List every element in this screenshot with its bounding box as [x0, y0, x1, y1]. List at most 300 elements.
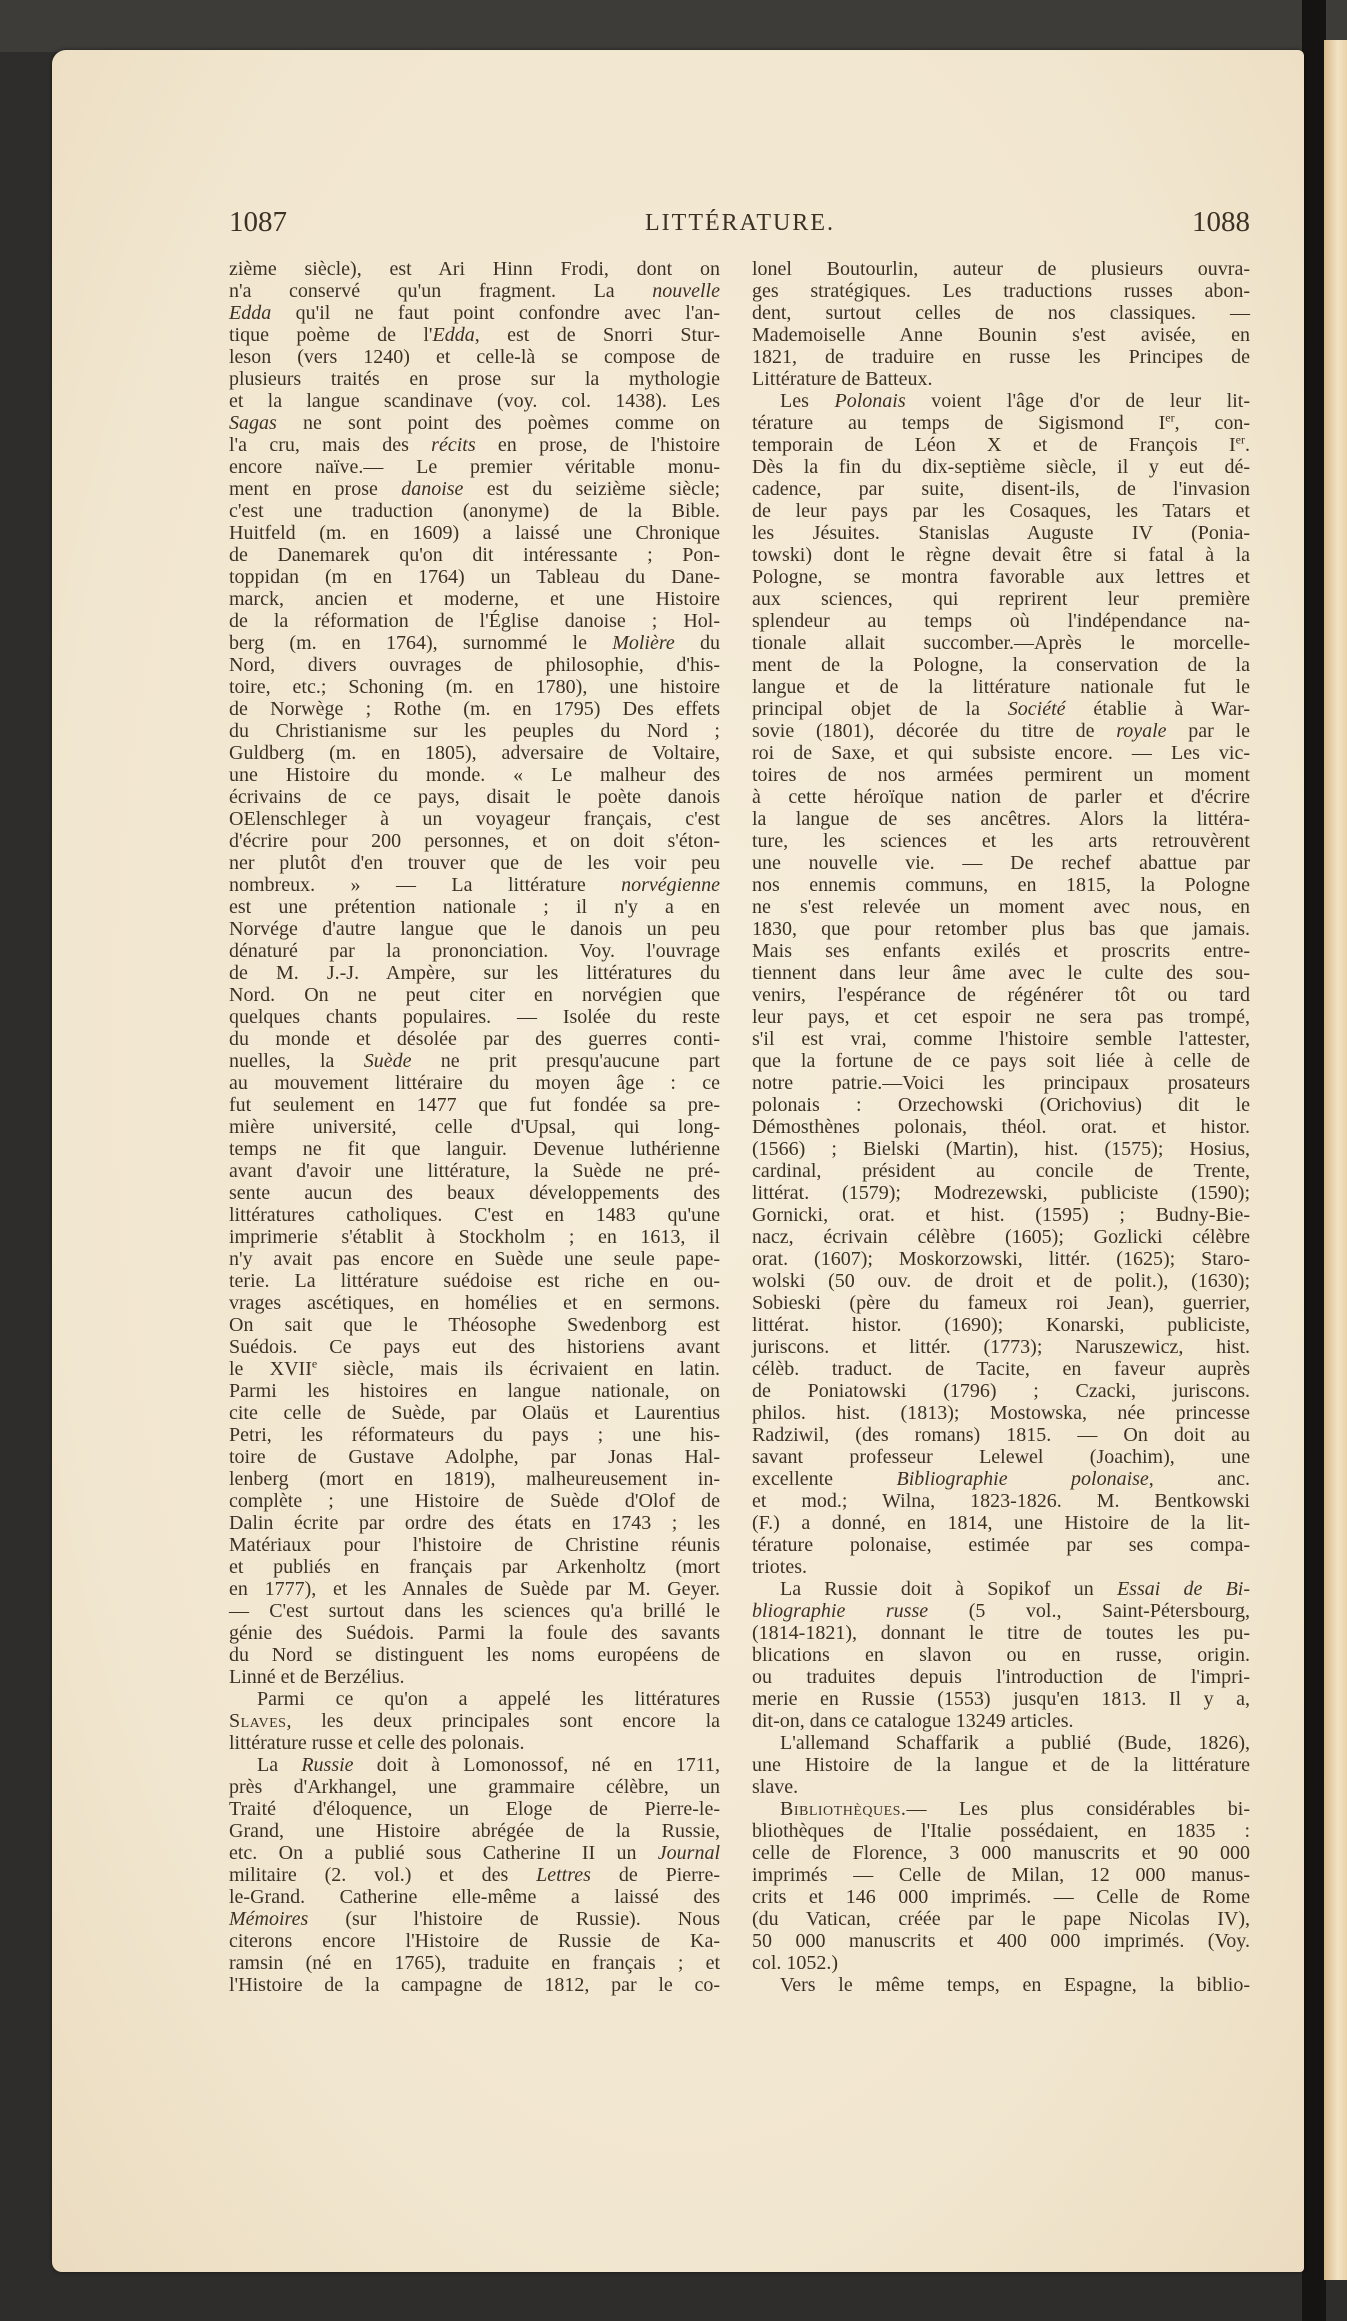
text-line: [229, 1160, 720, 1182]
text-line: [752, 1006, 1250, 1028]
text-run: du Nord se distinguent les noms européens de: [229, 1644, 720, 1666]
text-line: [229, 1182, 720, 1204]
text-line: [229, 896, 720, 918]
text-line: [229, 1534, 720, 1556]
text-line: [752, 588, 1250, 610]
text-line: [752, 1512, 1250, 1534]
text-line: [229, 522, 720, 544]
text-run: , anc.: [1148, 1468, 1250, 1490]
text-line: [229, 456, 720, 478]
paragraph: [229, 1754, 720, 1996]
text-line: [229, 654, 720, 676]
text-line: [229, 786, 720, 808]
text-line: [752, 1534, 1250, 1556]
text-run: tionale allait succomber.—Après le morcelle-: [752, 632, 1250, 654]
text-run: Sobieski (père du fameux roi Jean), guerrier,: [752, 1292, 1250, 1314]
text-line: [229, 412, 720, 434]
text-line: [229, 390, 720, 412]
paragraph: [229, 258, 720, 1688]
text-run: une Histoire du monde. « Le malheur des: [229, 764, 720, 786]
text-run: et publiés en français par Arkenholtz (mort: [229, 1556, 720, 1578]
text-line: [752, 984, 1250, 1006]
text-run: ture, les sciences et les arts retrouvèrent: [752, 830, 1250, 852]
text-line: [229, 1446, 720, 1468]
text-run: col. 1052.): [752, 1952, 839, 1974]
text-run: lonel Boutourlin, auteur de plusieurs ouvra-: [752, 258, 1250, 280]
text-line: [752, 1182, 1250, 1204]
text-run: siècle, mais ils écrivaient en latin.: [317, 1358, 721, 1380]
text-run: littérat. (1579); Modrezewski, publiciste (1590);: [752, 1182, 1250, 1204]
text-line: [752, 544, 1250, 566]
text-line: [752, 302, 1250, 324]
text-line: [229, 346, 720, 368]
text-line: [229, 874, 720, 896]
text-run: toire, etc.; Schoning (m. en 1780), une histoire: [229, 676, 720, 698]
text-run: de Danemarek qu'on dit intéressante ; Pon-: [229, 544, 720, 566]
text-run: avant d'avoir une littérature, la Suède ne pré-: [229, 1160, 720, 1182]
text-run: nuelles, la: [229, 1050, 364, 1072]
text-line: [229, 434, 720, 456]
text-run: de M. J.-J. Ampère, sur les littératures du: [229, 962, 720, 984]
text-line: [229, 1402, 720, 1424]
text-line: [752, 962, 1250, 984]
text-run: — Les plus considérables bi-: [906, 1798, 1250, 1820]
superscript: e: [311, 1356, 318, 1371]
text-run: orat. (1607); Moskorzowski, littér. (1625); Staro-: [752, 1248, 1250, 1270]
text-run: Vers le même temps, en Espagne, la biblio-: [780, 1974, 1250, 1996]
italic-text: Sagas: [229, 412, 277, 434]
text-run: bliothèques de l'Italie possédaient, en 1835 :: [752, 1820, 1250, 1842]
text-line: [752, 1556, 1250, 1578]
text-line: [229, 1666, 720, 1688]
text-run: du Christianisme sur les peuples du Nord ;: [229, 720, 720, 742]
text-run: Suédois. Ce pays eut des historiens avant: [229, 1336, 720, 1358]
text-line: [229, 1688, 720, 1710]
text-line: [229, 1490, 720, 1512]
text-line: [752, 874, 1250, 896]
text-line: [229, 940, 720, 962]
text-run: ramsin (né en 1765), traduite en français ; et: [229, 1952, 720, 1974]
text-line: [229, 588, 720, 610]
text-run: et la langue scandinave (voy. col. 1438). Les: [229, 390, 720, 412]
text-line: [229, 1556, 720, 1578]
text-line: [752, 1468, 1250, 1490]
page-number-left: 1087: [229, 206, 287, 238]
italic-text: Mémoires: [229, 1908, 309, 1930]
text-line: [229, 1138, 720, 1160]
text-run: imprimés — Celle de Milan, 12 000 manus-: [752, 1864, 1250, 1886]
text-line: [229, 1930, 720, 1952]
text-run: littératures catholiques. C'est en 1483 qu'une: [229, 1204, 720, 1226]
text-run: qu'il ne faut point confondre avec l'an-: [271, 302, 720, 324]
text-line: [752, 1842, 1250, 1864]
text-run: tiennent dans leur âme avec le culte des sou-: [752, 962, 1250, 984]
text-run: Mais ses enfants exilés et proscrits entre-: [752, 940, 1250, 962]
text-run: doit à Lomonossof, né en 1711,: [353, 1754, 720, 1776]
text-run: toires de nos armées permirent un moment: [752, 764, 1250, 786]
text-run: s'il est vrai, comme l'histoire semble l'attester,: [752, 1028, 1250, 1050]
text-run: 50 000 manuscrits et 400 000 imprimés. (Voy.: [752, 1930, 1250, 1952]
text-run: Parmi les histoires en langue nationale, on: [229, 1380, 720, 1402]
text-run: Nord. On ne peut citer en norvégien que: [229, 984, 720, 1006]
text-line: [229, 1600, 720, 1622]
text-line: [752, 1732, 1250, 1754]
text-line: [752, 1028, 1250, 1050]
text-line: [229, 1644, 720, 1666]
text-run: (sur l'histoire de Russie). Nous: [308, 1908, 720, 1930]
text-line: [752, 896, 1250, 918]
text-run: de leur pays par les Cosaques, les Tatars et: [752, 500, 1250, 522]
text-line: [229, 478, 720, 500]
text-line: [229, 830, 720, 852]
text-run: ne sont point des poèmes comme on: [276, 412, 720, 434]
text-run: c'est une traduction (anonyme) de la Bible.: [229, 500, 720, 522]
text-run: du: [674, 632, 721, 654]
text-line: [752, 1820, 1250, 1842]
text-run: toire de Gustave Adolphe, par Jonas Hal-: [229, 1446, 720, 1468]
text-line: [229, 676, 720, 698]
text-run: cardinal, président au concile de Trente,: [752, 1160, 1250, 1182]
text-line: [229, 1732, 720, 1754]
text-line: [752, 1138, 1250, 1160]
text-run: au mouvement littéraire du moyen âge : ce: [229, 1072, 720, 1094]
text-line: [752, 368, 1250, 390]
text-run: encore naïve.— Le premier véritable monu-: [229, 456, 720, 478]
text-run: Dès la fin du dix-septième siècle, il y eut dé-: [752, 456, 1250, 478]
text-run: sente aucun des beaux développements des: [229, 1182, 720, 1204]
text-run: venirs, l'espérance de régénérer tôt ou tard: [752, 984, 1250, 1006]
text-line: [229, 1798, 720, 1820]
text-run: notre patrie.—Voici les principaux prosateurs: [752, 1072, 1250, 1094]
paragraph: [752, 390, 1250, 1578]
text-line: [229, 1028, 720, 1050]
paragraph: [752, 258, 1250, 390]
text-run: towski) dont le règne devait être si fatal à la: [752, 544, 1250, 566]
italic-text: nouvelle: [652, 280, 720, 302]
text-line: [752, 1248, 1250, 1270]
text-line: [752, 1490, 1250, 1512]
text-line: [752, 1666, 1250, 1688]
text-run: nombreux. » — La littérature: [229, 874, 622, 896]
text-run: que la fortune de ce pays soit liée à celle de: [752, 1050, 1250, 1072]
text-run: n'y avait pas encore en Suède une seule pape-: [229, 1248, 720, 1270]
text-run: mière université, celle d'Upsal, qui long-: [229, 1116, 720, 1138]
text-line: [752, 720, 1250, 742]
text-run: ges stratégiques. Les traductions russes abon-: [752, 280, 1250, 302]
text-line: [752, 258, 1250, 280]
text-line: [229, 1072, 720, 1094]
text-line: [752, 500, 1250, 522]
text-line: [752, 412, 1250, 434]
italic-text: Lettres: [536, 1864, 591, 1886]
text-run: (F.) a donné, en 1814, une Histoire de la lit-: [752, 1512, 1250, 1534]
text-line: [752, 698, 1250, 720]
text-line: [752, 1116, 1250, 1138]
text-run: Huitfeld (m. en 1609) a laissé une Chronique: [229, 522, 720, 544]
text-line: [229, 1248, 720, 1270]
text-run: écrivains de ce pays, disait le poète danois: [229, 786, 720, 808]
text-run: (1566) ; Bielski (Martin), hist. (1575); Hosius,: [752, 1138, 1250, 1160]
text-line: [229, 280, 720, 302]
text-run: excellente: [752, 1468, 897, 1490]
text-line: [752, 830, 1250, 852]
small-caps-text: Bibliothèques.: [780, 1798, 907, 1820]
text-run: roi de Saxe, et qui subsiste encore. — Les vic-: [752, 742, 1250, 764]
text-run: merie en Russie (1553) jusqu'en 1813. Il y a,: [752, 1688, 1250, 1710]
text-run: leur pays, et cet espoir ne sera pas trompé,: [752, 1006, 1250, 1028]
text-line: [752, 456, 1250, 478]
text-line: [752, 852, 1250, 874]
text-run: Norvége d'autre langue que le danois un peu: [229, 918, 720, 940]
text-line: [229, 1204, 720, 1226]
paragraph: [229, 1688, 720, 1754]
text-line: [752, 280, 1250, 302]
superscript: er: [1235, 432, 1245, 447]
text-run: terie. La littérature suédoise est riche en ou-: [229, 1270, 720, 1292]
text-line: [752, 764, 1250, 786]
text-line: [752, 1314, 1250, 1336]
text-line: [752, 676, 1250, 698]
text-run: fut seulement en 1477 que fut fondée sa pre-: [229, 1094, 720, 1116]
text-run: de Poniatowski (1796) ; Czacki, juriscons.: [752, 1380, 1250, 1402]
text-line: [229, 720, 720, 742]
text-line: [229, 610, 720, 632]
italic-text: récits: [431, 434, 476, 456]
text-run: cadence, par suite, disent-ils, de l'invasion: [752, 478, 1250, 500]
text-run: , les deux principales sont encore la: [286, 1710, 720, 1732]
text-run: ment de la Pologne, la conservation de la: [752, 654, 1250, 676]
text-run: Linné et de Berzélius.: [229, 1666, 405, 1688]
text-run: , est de Snorri Stur-: [474, 324, 720, 346]
text-run: 1830, que pour retomber plus bas que jamais.: [752, 918, 1250, 940]
text-line: [229, 1050, 720, 1072]
italic-text: Journal: [657, 1842, 720, 1864]
text-run: ne prit presqu'aucune part: [411, 1050, 720, 1072]
text-line: [229, 852, 720, 874]
text-line: [752, 1864, 1250, 1886]
text-run: juriscons. et littér. (1773); Naruszewicz, hist.: [752, 1336, 1250, 1358]
text-run: imprimerie s'établit à Stockholm ; en 1613, il: [229, 1226, 720, 1248]
text-line: [752, 1072, 1250, 1094]
text-line: [752, 1204, 1250, 1226]
text-line: [229, 1292, 720, 1314]
italic-text: norvégienne: [621, 874, 720, 896]
text-line: [229, 544, 720, 566]
text-run: n'a conservé qu'un fragment. La: [229, 280, 653, 302]
text-run: citerons encore l'Histoire de Russie de Ka-: [229, 1930, 720, 1952]
text-run: blications en slavon ou en russe, origin.: [752, 1644, 1250, 1666]
text-line: [752, 610, 1250, 632]
text-run: une Histoire de la langue et de la littérature: [752, 1754, 1250, 1776]
text-run: une nouvelle vie. — De rechef abattue par: [752, 852, 1250, 874]
left-column: [229, 258, 720, 1996]
text-run: Radziwil, (des romans) 1815. — On doit au: [752, 1424, 1250, 1446]
text-run: à cette héroïque nation de parler et d'écrire: [752, 786, 1250, 808]
text-run: (1814-1821), donnant le titre de toutes les pu-: [752, 1622, 1250, 1644]
text-run: Nord, divers ouvrages de philosophie, d'his-: [229, 654, 720, 676]
italic-text: bliographie russe: [752, 1600, 929, 1622]
text-line: [229, 1512, 720, 1534]
text-line: [752, 324, 1250, 346]
text-run: dénaturé par la prononciation. Voy. l'ouvrage: [229, 940, 720, 962]
text-line: [752, 1380, 1250, 1402]
text-line: [752, 654, 1250, 676]
text-run: Littérature de Batteux.: [752, 368, 933, 390]
text-run: La: [257, 1754, 302, 1776]
text-line: [229, 918, 720, 940]
text-line: [229, 1710, 720, 1732]
text-run: de Norwège ; Rothe (m. en 1795) Des effets: [229, 698, 720, 720]
italic-text: Suède: [363, 1050, 412, 1072]
text-run: marck, ancien et moderne, et une Histoire: [229, 588, 720, 610]
italic-text: Essai de Bi-: [1116, 1578, 1250, 1600]
text-line: [229, 1006, 720, 1028]
text-run: polonais : Orzechowski (Orichovius) dit le: [752, 1094, 1250, 1116]
text-run: Parmi ce qu'on a appelé les littératures: [257, 1688, 720, 1710]
text-line: [752, 1776, 1250, 1798]
text-run: splendeur au temps où l'indépendance na-: [752, 610, 1250, 632]
text-run: littérature russe et celle des polonais.: [229, 1732, 525, 1754]
text-line: [229, 1270, 720, 1292]
text-line: [229, 1380, 720, 1402]
text-line: [752, 1160, 1250, 1182]
text-run: est une prétention nationale ; il n'y a en: [229, 896, 720, 918]
text-run: par le: [1166, 720, 1250, 742]
text-line: [229, 1952, 720, 1974]
text-run: térature au temps de Sigismond I: [752, 412, 1166, 434]
text-run: ment en prose: [229, 478, 402, 500]
text-run: près d'Arkhangel, une grammaire célèbre, un: [229, 1776, 720, 1798]
text-line: [229, 500, 720, 522]
italic-text: Edda: [432, 324, 475, 346]
paragraph: [752, 1732, 1250, 1798]
text-run: Démosthènes polonais, théol. orat. et histor.: [752, 1116, 1250, 1138]
text-run: complète ; une Histoire de Suède d'Olof de: [229, 1490, 720, 1512]
text-run: savant professeur Lelewel (Joachim), une: [752, 1446, 1250, 1468]
text-run: cite celle de Suède, par Olaüs et Laurentius: [229, 1402, 720, 1424]
text-run: , con-: [1174, 412, 1250, 434]
text-run: lenberg (mort en 1819), malheureusement in-: [229, 1468, 720, 1490]
text-line: [752, 918, 1250, 940]
text-line: [229, 1094, 720, 1116]
text-line: [752, 1424, 1250, 1446]
text-run: Mademoiselle Anne Bounin s'est avisée, en: [752, 324, 1250, 346]
text-line: [752, 346, 1250, 368]
text-run: ne s'est relevée un moment avec nous, en: [752, 896, 1250, 918]
paragraph: [752, 1974, 1250, 1996]
text-line: [229, 1776, 720, 1798]
text-run: — C'est surtout dans les sciences qu'a brillé le: [229, 1600, 720, 1622]
text-run: térature polonaise, estimée par ses compa-: [752, 1534, 1250, 1556]
text-line: [229, 1116, 720, 1138]
text-run: dit-on, dans ce catalogue 13249 articles.: [752, 1710, 1074, 1732]
italic-text: Société: [1007, 698, 1066, 720]
text-run: principal objet de la: [752, 698, 1008, 720]
text-line: [229, 1754, 720, 1776]
text-line: [752, 1402, 1250, 1424]
text-line: [752, 632, 1250, 654]
italic-text: Molière: [612, 632, 675, 654]
text-line: [229, 1314, 720, 1336]
text-line: [229, 1424, 720, 1446]
text-line: [229, 1226, 720, 1248]
paragraph: [752, 1578, 1250, 1732]
text-run: celle de Florence, 3 000 manuscrits et 90 000: [752, 1842, 1250, 1864]
text-line: [752, 940, 1250, 962]
text-run: est du seizième siècle;: [463, 478, 720, 500]
page-number-right: 1088: [1192, 206, 1250, 238]
text-line: [752, 522, 1250, 544]
text-run: les Jésuites. Stanislas Auguste IV (Ponia-: [752, 522, 1250, 544]
text-run: de Pierre-: [590, 1864, 720, 1886]
text-run: berg (m. en 1764), surnommé le: [229, 632, 613, 654]
text-line: [229, 368, 720, 390]
italic-text: royale: [1116, 720, 1167, 742]
scan-background: [0, 0, 1347, 52]
text-line: [229, 632, 720, 654]
text-line: [229, 1336, 720, 1358]
text-run: slave.: [752, 1776, 799, 1798]
text-line: [752, 1050, 1250, 1072]
text-run: en prose, de l'histoire: [475, 434, 720, 456]
text-run: nacz, écrivain célèbre (1605); Gozlicki célèbre: [752, 1226, 1250, 1248]
text-run: quelques chants populaires. — Isolée du reste: [229, 1006, 720, 1028]
text-line: [752, 1270, 1250, 1292]
right-column: [752, 258, 1250, 1996]
text-line: [752, 1094, 1250, 1116]
text-line: [752, 1358, 1250, 1380]
italic-text: Bibliographie polonaise: [896, 1468, 1149, 1490]
text-run: leson (vers 1240) et celle-là se compose de: [229, 346, 720, 368]
text-run: ou traduites depuis l'introduction de l'impri-: [752, 1666, 1250, 1688]
text-run: la langue de ses ancêtres. Alors la littéra-: [752, 808, 1250, 830]
text-line: [752, 1974, 1250, 1996]
paragraph: [752, 1798, 1250, 1974]
adjacent-page-edge: [1324, 40, 1347, 2280]
text-line: [229, 698, 720, 720]
text-run: 1821, de traduire en russe les Principes de: [752, 346, 1250, 368]
text-line: [752, 1754, 1250, 1776]
text-line: [752, 1600, 1250, 1622]
text-line: [229, 324, 720, 346]
text-run: l'Histoire de la campagne de 1812, par le co-: [229, 1974, 720, 1996]
text-run: OElenschleger à un voyageur français, c'est: [229, 808, 720, 830]
text-run: génie des Suédois. Parmi la foule des savants: [229, 1622, 720, 1644]
text-line: [752, 1622, 1250, 1644]
text-run: le XVII: [229, 1358, 312, 1380]
text-run: .: [1245, 434, 1250, 456]
text-line: [752, 434, 1250, 456]
text-line: [752, 1886, 1250, 1908]
text-line: [229, 1908, 720, 1930]
text-line: [229, 1358, 720, 1380]
text-run: Grand, une Histoire abrégée de la Russie,: [229, 1820, 720, 1842]
text-run: temporain de Léon X et de François I: [752, 434, 1236, 456]
text-line: [752, 1908, 1250, 1930]
text-run: littérat. histor. (1690); Konarski, publiciste,: [752, 1314, 1250, 1336]
text-run: triotes.: [752, 1556, 807, 1578]
text-line: [752, 1336, 1250, 1358]
text-run: célèb. traduct. de Tacite, en faveur auprès: [752, 1358, 1250, 1380]
superscript: er: [1165, 410, 1175, 425]
text-line: [229, 566, 720, 588]
running-title: LITTÉRATURE.: [645, 210, 835, 236]
text-run: nos ennemis communs, en 1815, la Pologne: [752, 874, 1250, 896]
text-run: Pologne, se montra favorable aux lettres et: [752, 566, 1250, 588]
italic-text: danoise: [401, 478, 464, 500]
text-run: en 1777), et les Annales de Suède par M. Geyer.: [229, 1578, 720, 1600]
text-run: Guldberg (m. en 1805), adversaire de Voltaire,: [229, 742, 720, 764]
